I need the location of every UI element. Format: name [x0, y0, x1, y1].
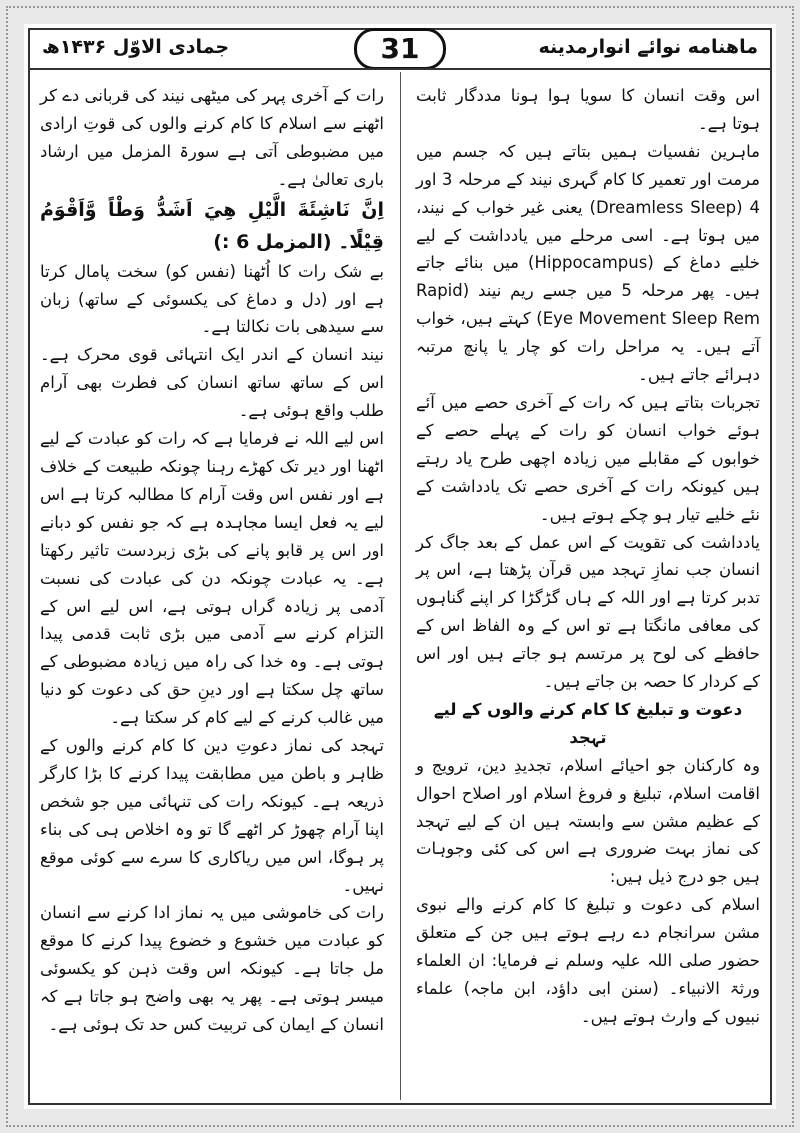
paragraph: یادداشت کی تقویت کے اس عمل کے بعد جاگ کر انسان جب نمازِ تہجد میں قرآن پڑھتا ہے، اس پر تدبر کرتا ہے اور اللہ کے ہاں گڑگڑا کر اپنے گناہوں کی معافی مانگتا ہے تو اس کے وہ الفاظ اس کے حافظے کی لوح پر مرتسم ہو جاتے ہیں اور اس کے کردار کا حصہ بن جاتے ہیں۔: [416, 532, 760, 692]
paragraph: ماہرین نفسیات ہمیں بتاتے ہیں کہ جسم میں مرمت اور تعمیر کا کام گہری نیند کے مرحلہ 3 اور 4 (Dreamless Sleep) یعنی غیر خواب کے نیند، میں ہوتا ہے۔ اسی مرحلے میں یادداشت کے لیے خلیے دماغ کے (Hippocampus) میں بنائے جاتے ہیں۔ پھر مرحلہ 5 میں جسے ریم نیند (Rapid Eye Movement Sleep Rem) کہتے ہیں، خواب آتے ہیں۔ یہ مراحل رات کو چار یا پانچ مرتبہ دہرائے جاتے ہیں۔: [416, 141, 760, 385]
paragraph: اسلام کی دعوت و تبلیغ کا کام کرنے والے نبوی مشن سرانجام دے رہے ہوتے ہیں جن کے متعلق حضور صلی اللہ علیہ وسلم نے فرمایا: ان العلماء ورثۃ الانبیاء۔ (سنن ابی داؤد، ابن ماجہ) علماء نبیوں کے وارث ہوتے ہیں۔: [416, 895, 760, 1026]
issue-date: جمادی الاوّل ۱۴۳۶ھ: [42, 36, 230, 58]
column-divider: [400, 72, 401, 1100]
paragraph: تہجد کی نماز دعوتِ دین کا کام کرنے والوں کے ظاہر و باطن میں مطابقت پیدا کرنے کا بڑا کارگر ذریعہ ہے۔ کیونکہ رات کی تنہائی میں جو شخص اپنا آرام چھوڑ کر اٹھے گا تو وہ اخلاص ہی کی بناء پر ہوگا، اس میں ریاکاری کا سرے سے کوئی موقع نہیں۔: [40, 736, 384, 895]
page-header: [28, 28, 772, 68]
paragraph: اس لیے اللہ نے فرمایا ہے کہ رات کو عبادت کے لیے اٹھنا اور دیر تک کھڑے رہنا چونکہ طبیعت کے خلاف ہے اور نفس اس وقت آرام کا مطالبہ کرتا ہے اس لیے یہ فعل ایسا مجاہدہ ہے کہ جو نفس کو دبانے اور اس پر قابو پانے کی بڑی زبردست تاثیر رکھتا ہے۔ یہ عبادت چونکہ دن کی عبادت کی نسبت آدمی پر زیادہ گراں ہوتی ہے، اس لیے اس کے التزام کرنے سے آدمی میں بڑی ثابت قدمی پیدا ہوتی ہے۔ وہ خدا کی راہ میں زیادہ مضبوطی کے ساتھ چل سکتا ہے اور دینِ حق کی دعوت کو دنیا میں غالب کرنے کے لیے کام کر سکتا ہے۔: [40, 429, 384, 728]
paragraph: وہ کارکنان جو احیائے اسلام، تجدیدِ دین، ترویج و اقامت اسلام، تبلیغ و فروغ اسلام اور اصلاح احوال کے عظیم مشن سے وابستہ ہیں ان کے لیے تہجد کی نماز بہت ضروری ہے اس کی کئی وجوہات ہیں جو درج ذیل ہیں:: [416, 755, 760, 887]
header-divider: [28, 68, 772, 70]
left-column: [40, 82, 384, 1092]
paragraph: اس وقت انسان کا سویا ہوا ہونا مددگار ثابت ہوتا ہے۔: [416, 86, 760, 133]
verse-translation: بے شک رات کا اُٹھنا (نفس کو) سخت پامال کرتا ہے اور (دل و دماغ کی یکسوئی کے ساتھ) زبان سے سیدھی بات نکالتا ہے۔: [40, 261, 384, 337]
paragraph: تجربات بتاتے ہیں کہ رات کے آخری حصے میں آئے ہوئے خواب انسان کو رات کے پہلے حصے کے خوابوں کے مقابلے میں زیادہ اچھی طرح یاد رہتے ہیں کیونکہ رات کے آخری حصے تک یادداشت کے نئے خلیے تیار ہو چکے ہوتے ہیں۔: [416, 392, 760, 524]
paragraph: رات کی خاموشی میں یہ نماز ادا کرنے سے انسان کو عبادت میں خشوع و خضوع پیدا کرنے کا موقع مل جاتا ہے۔ کیونکہ اس وقت ذہن کو یکسوئی میسر ہوتی ہے۔ پھر یہ بھی واضح ہو جاتا ہے کہ انسان کے ایمان کی تربیت کس حد تک ہوئی ہے۔: [40, 903, 384, 1035]
magazine-title: ماهنامه نوائے انوارمدینه: [538, 36, 758, 58]
quran-verse: اِنَّ نَاشِئَةَ الَّيْلِ هِيَ اَشَدُّ وَطْاً وَّاَقْوَمُ قِيْلًا۔ (المزمل 6 :): [40, 198, 384, 253]
paragraph: رات کے آخری پہر کی میٹھی نیند کی قربانی دے کر اٹھنے سے اسلام کا کام کرنے والوں کی قوتِ ارادی میں مضبوطی آتی ہے سورۃ المزمل میں ارشاد باری تعالیٰ ہے۔: [40, 86, 384, 189]
right-column: [416, 82, 760, 1092]
paragraph: نیند انسان کے اندر ایک انتہائی قوی محرک ہے۔ اس کے ساتھ ساتھ انسان کی فطرت بھی آرام طلب واقع ہوئی ہے۔: [40, 345, 384, 421]
page-number: 31: [354, 28, 446, 70]
section-heading: دعوت و تبلیغ کا کام کرنے والوں کے لیے تہجد: [433, 699, 743, 747]
